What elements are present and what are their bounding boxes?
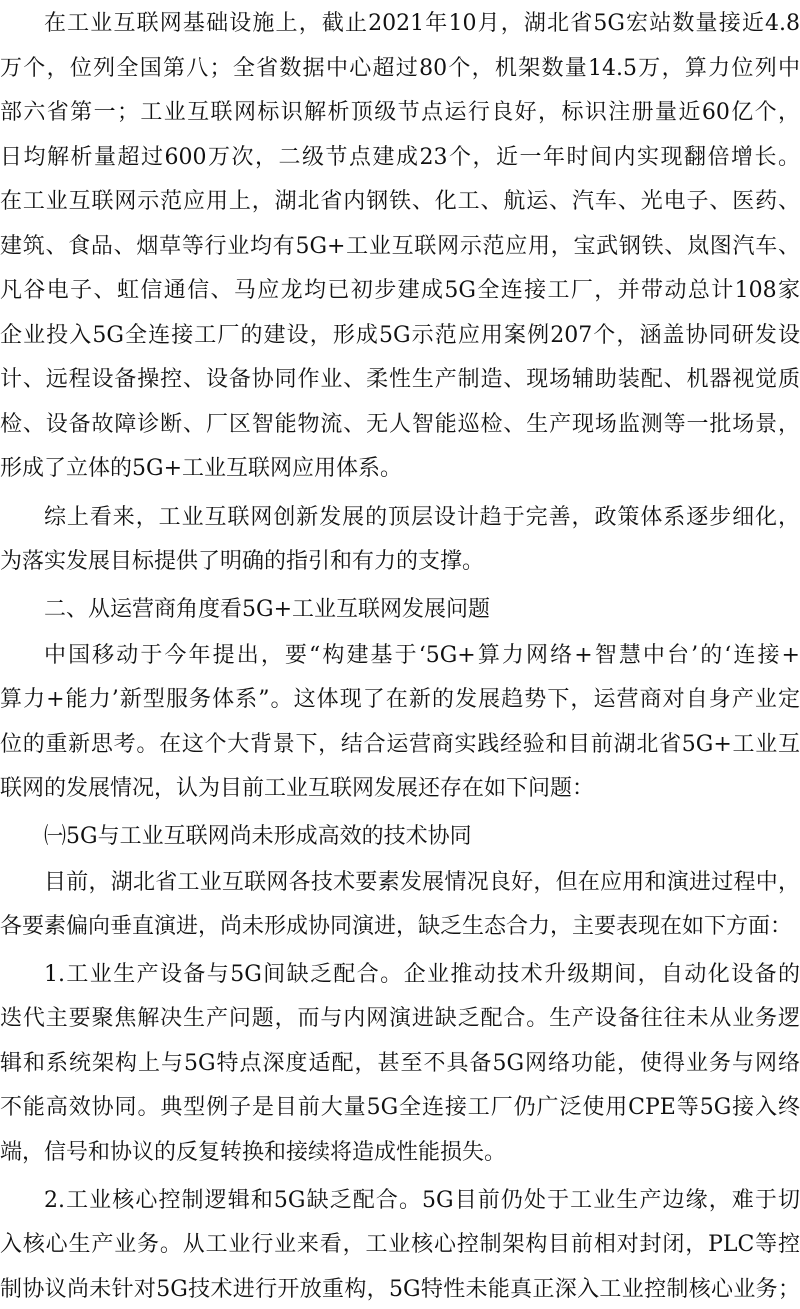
text-line: 部六省第一；工业互联网标识解析顶级节点运行良好，标识注册量近60亿个， <box>0 100 800 125</box>
text-line: 位的重新思考。在这个大背景下，结合运营商实践经验和目前湖北省5G+工业互 <box>0 732 800 757</box>
text-line: 检、设备故障诊断、厂区智能物流、无人智能巡检、生产现场监测等一批场景， <box>0 412 800 437</box>
text-line: 万个，位列全国第八；全省数据中心超过80个，机架数量14.5万，算力位列中 <box>0 56 800 81</box>
text-line: 各要素偏向垂直演进，尚未形成协同演进，缺乏生态合力，主要表现在如下方面： <box>0 914 793 939</box>
text-line: 2.工业核心控制逻辑和5G缺乏配合。5G目前仍处于工业生产边缘，难于切 <box>44 1188 800 1213</box>
text-line: 在工业互联网基础设施上，截止2021年10月，湖北省5G宏站数量接近4.8 <box>44 11 800 36</box>
text-line: 企业投入5G全连接工厂的建设，形成5G示范应用案例207个，涵盖协同研发设 <box>0 323 800 348</box>
text-line: 制协议尚未针对5G技术进行开放重构，5G特性未能真正深入工业控制核心业务； <box>0 1277 800 1302</box>
text-line: 辑和系统架构上与5G特点深度适配，甚至不具备5G网络功能，使得业务与网络 <box>0 1051 800 1076</box>
text-line: 建筑、食品、烟草等行业均有5G+工业互联网示范应用，宝武钢铁、岚图汽车、 <box>0 234 800 259</box>
text-line: 日均解析量超过600万次，二级节点建成23个，近一年时间内实现翻倍增长。 <box>0 145 800 170</box>
text-line: 迭代主要聚焦解决生产问题，而与内网演进缺乏配合。生产设备往往未从业务逻 <box>0 1006 800 1031</box>
text-line: ㈠5G与工业互联网尚未形成高效的技术协同 <box>44 824 472 849</box>
text-line: 中国移动于今年提出，要“构建基于‘5G+算力网络+智慧中台’的‘连接+ <box>44 643 800 668</box>
text-line: 算力+能力’新型服务体系”。这体现了在新的发展趋势下，运营商对自身产业定 <box>0 687 800 712</box>
text-line: 1.工业生产设备与5G间缺乏配合。企业推动技术升级期间，自动化设备的 <box>44 962 800 987</box>
text-line: 形成了立体的5G+工业互联网应用体系。 <box>0 456 403 481</box>
text-line: 二、从运营商角度看5G+工业互联网发展问题 <box>44 597 491 622</box>
text-line: 入核心生产业务。从工业行业来看，工业核心控制架构目前相对封闭，PLC等控 <box>0 1232 800 1257</box>
text-line: 不能高效协同。典型例子是目前大量5G全连接工厂仍广泛使用CPE等5G接入终 <box>0 1095 800 1120</box>
text-line: 计、远程设备操控、设备协同作业、柔性生产制造、现场辅助装配、机器视觉质 <box>0 367 800 392</box>
text-line: 端，信号和协议的反复转换和接续将造成性能损失。 <box>0 1140 507 1165</box>
text-line: 为落实发展目标提供了明确的指引和有力的支撑。 <box>0 549 485 574</box>
text-line: 目前，湖北省工业互联网各技术要素发展情况良好，但在应用和演进过程中， <box>44 870 800 895</box>
text-line: 联网的发展情况，认为目前工业互联网发展还存在如下问题： <box>0 776 595 801</box>
text-line: 凡谷电子、虹信通信、马应龙均已初步建成5G全连接工厂，并带动总计108家 <box>0 278 800 303</box>
text-line: 综上看来，工业互联网创新发展的顶层设计趋于完善，政策体系逐步细化， <box>44 505 800 530</box>
text-line: 在工业互联网示范应用上，湖北省内钢铁、化工、航运、汽车、光电子、医药、 <box>0 189 800 214</box>
